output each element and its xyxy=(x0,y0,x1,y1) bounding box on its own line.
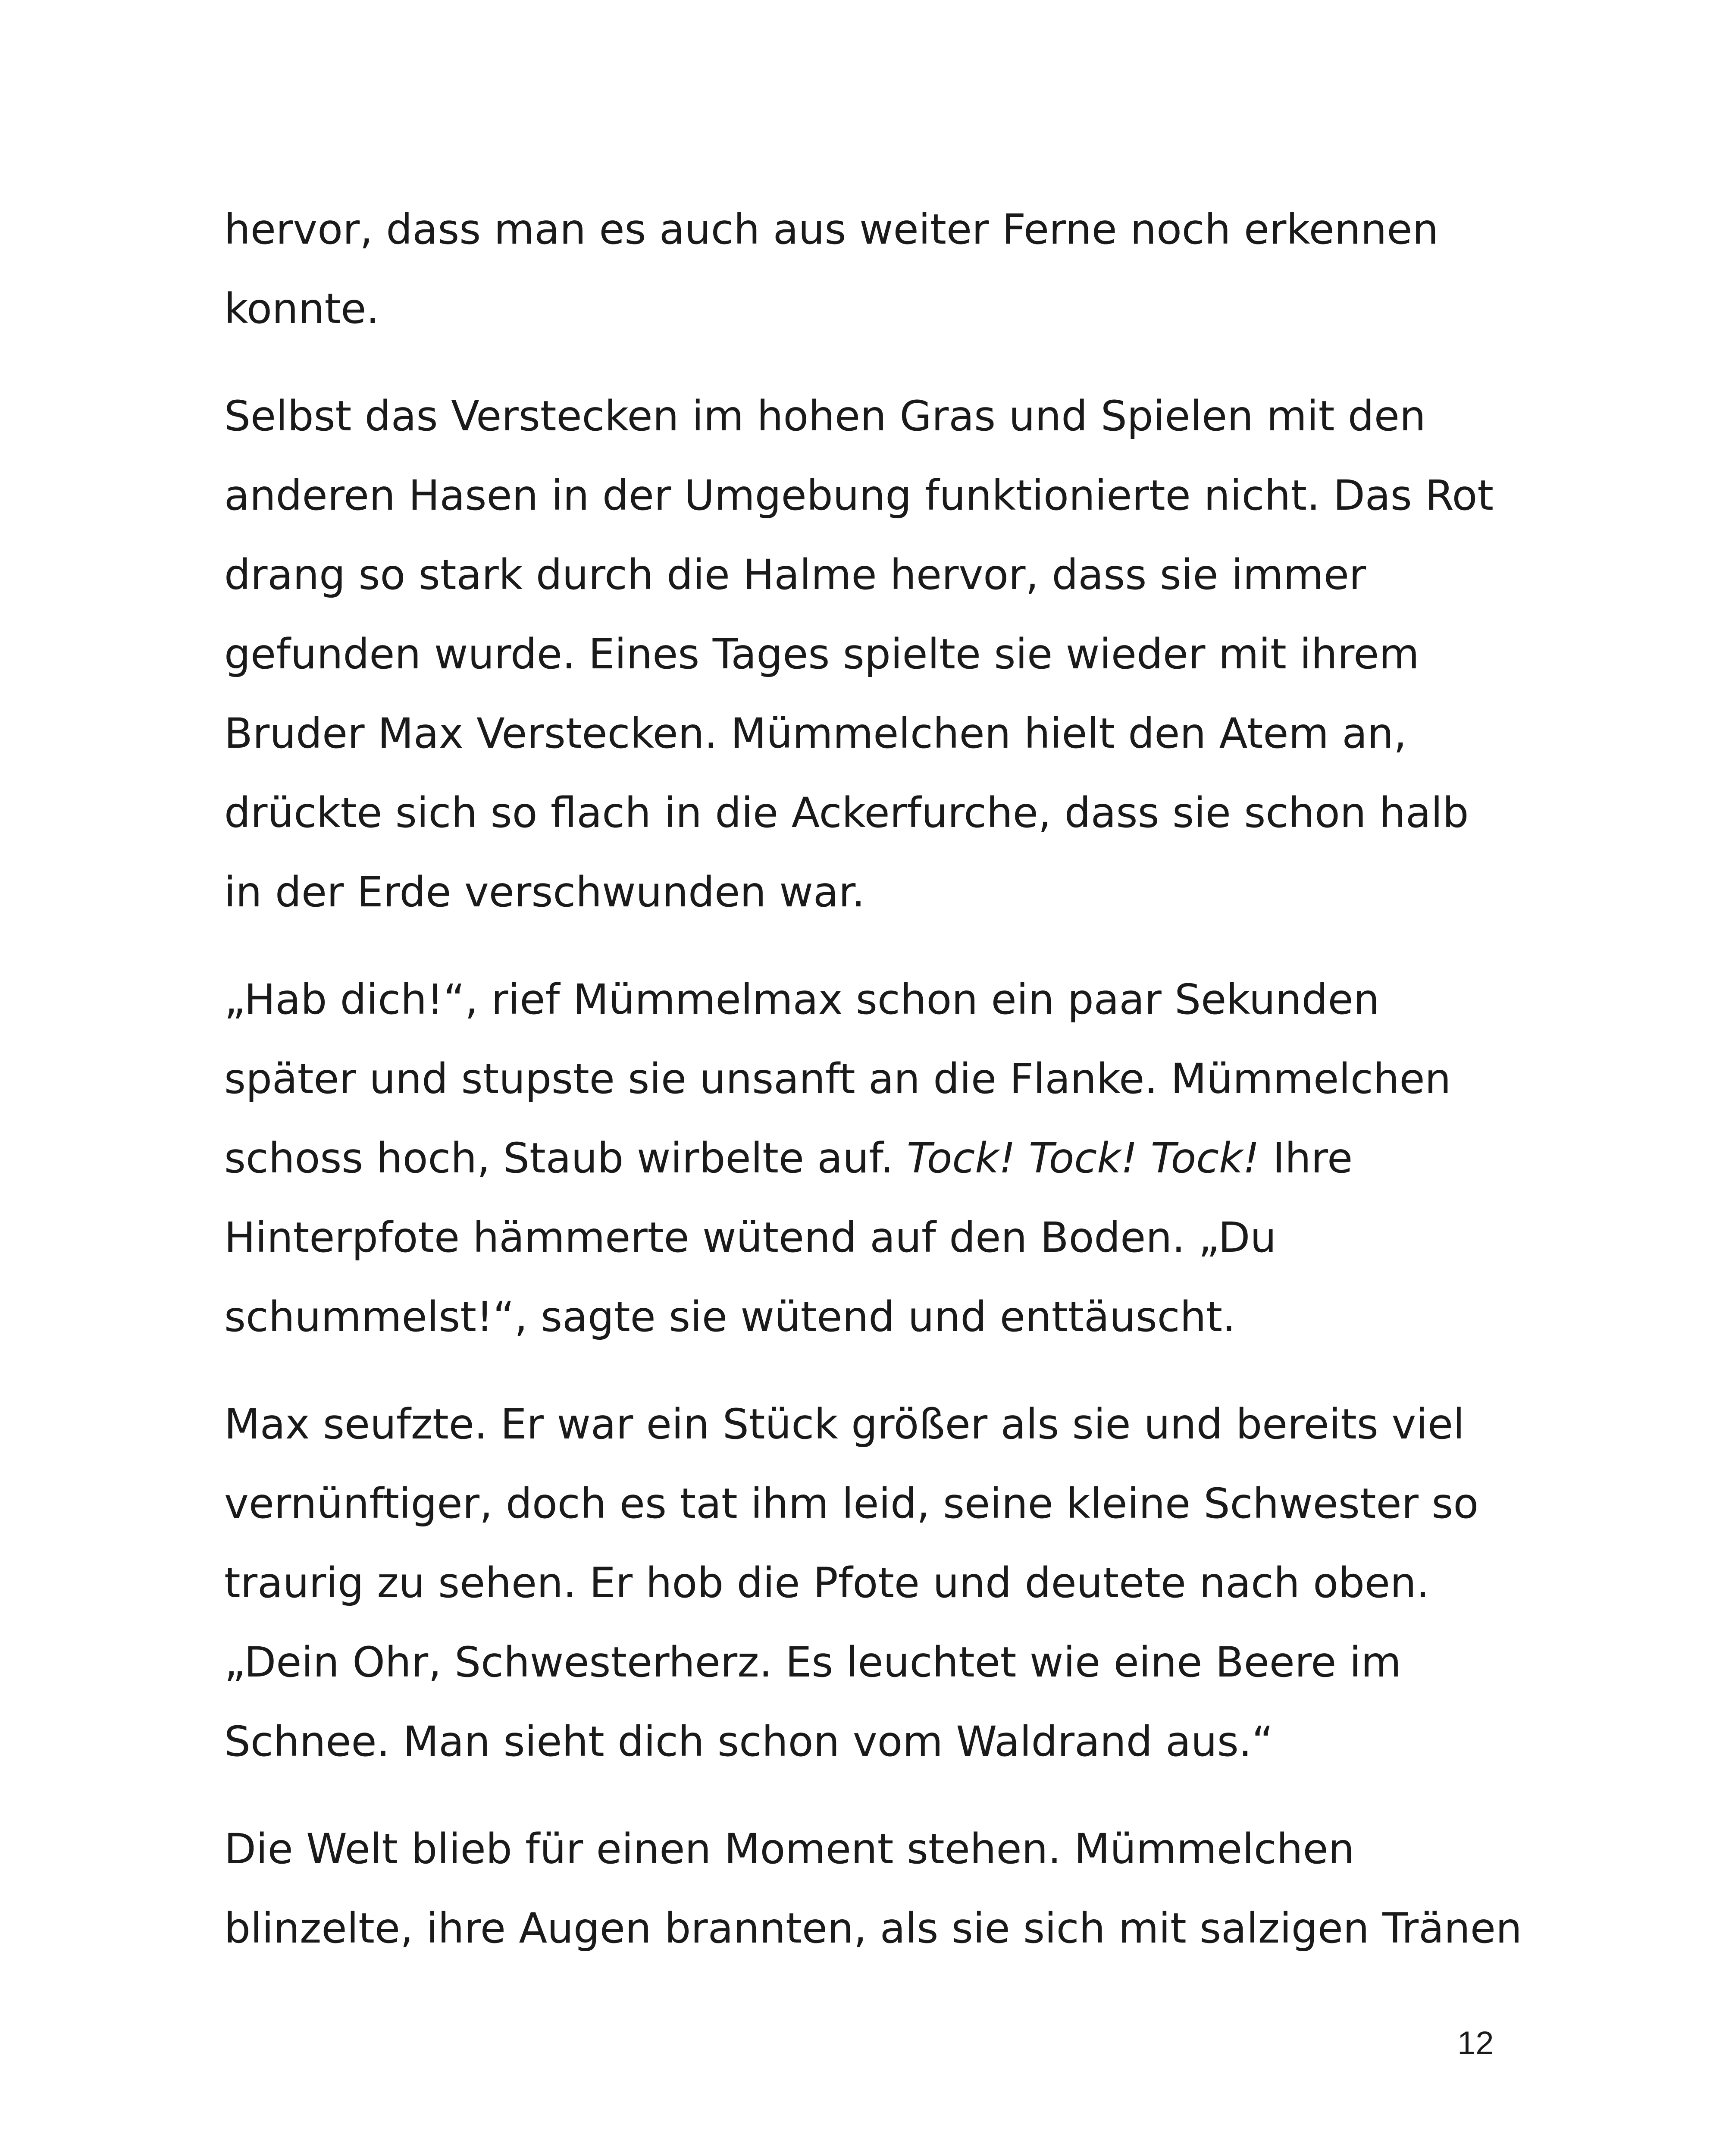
paragraph xyxy=(224,1809,1522,1968)
text-line xyxy=(224,1119,1518,1198)
text-line: vernünftiger, doch es tat ihm leid, seine kleine Schwester so xyxy=(224,1479,1479,1528)
text-segment: Ihre xyxy=(1259,1134,1353,1182)
text-line: traurig zu sehen. Er hob die Pfote und deutete nach oben. xyxy=(224,1559,1430,1607)
body-text xyxy=(224,190,1522,1968)
text-line: Selbst das Verstecken im hohen Gras und Spielen mit den xyxy=(224,392,1426,440)
text-line: Schnee. Man sieht dich schon vom Waldrand aus.“ xyxy=(224,1717,1274,1766)
text-line: später und stupste sie unsanft an die Flanke. Mümmelchen xyxy=(224,1055,1451,1103)
paragraph xyxy=(224,960,1518,1357)
text-line: schummelst!“, sagte sie wütend und enttäuscht. xyxy=(224,1293,1236,1341)
text-line: konnte. xyxy=(224,285,379,333)
text-line: blinzelte, ihre Augen brannten, als sie sich mit salzigen Tränen xyxy=(224,1904,1522,1952)
text-line: gefunden wurde. Eines Tages spielte sie wieder mit ihrem xyxy=(224,630,1419,678)
text-line: „Dein Ohr, Schwesterherz. Es leuchtet wie eine Beere im xyxy=(224,1638,1401,1686)
text-line: Bruder Max Verstecken. Mümmelchen hielt den Atem an, xyxy=(224,709,1407,758)
text-line: Die Welt blieb für einen Moment stehen. Mümmelchen xyxy=(224,1825,1355,1873)
text-line: drang so stark durch die Halme hervor, dass sie immer xyxy=(224,551,1366,599)
text-line: anderen Hasen in der Umgebung funktionierte nicht. Das Rot xyxy=(224,471,1494,520)
page-number: 12 xyxy=(1457,2025,1494,2062)
text-line: Hinterpfote hämmerte wütend auf den Boden. „Du xyxy=(224,1213,1277,1262)
paragraph xyxy=(224,1385,1518,1781)
text-line: „Hab dich!“, rief Mümmelmax schon ein paar Sekunden xyxy=(224,975,1380,1024)
text-line: Max seufzte. Er war ein Stück größer als sie und bereits viel xyxy=(224,1400,1465,1448)
italic-text: Tock! Tock! Tock! xyxy=(906,1134,1260,1182)
text-segment: schoss hoch, Staub wirbelte auf. xyxy=(224,1134,907,1182)
text-line: in der Erde verschwunden war. xyxy=(224,868,865,916)
paragraph xyxy=(224,376,1518,932)
text-line: drückte sich so flach in die Ackerfurche, dass sie schon halb xyxy=(224,789,1469,837)
text-line: hervor, dass man es auch aus weiter Ferne noch erkennen xyxy=(224,205,1439,254)
paragraph xyxy=(224,190,1518,348)
